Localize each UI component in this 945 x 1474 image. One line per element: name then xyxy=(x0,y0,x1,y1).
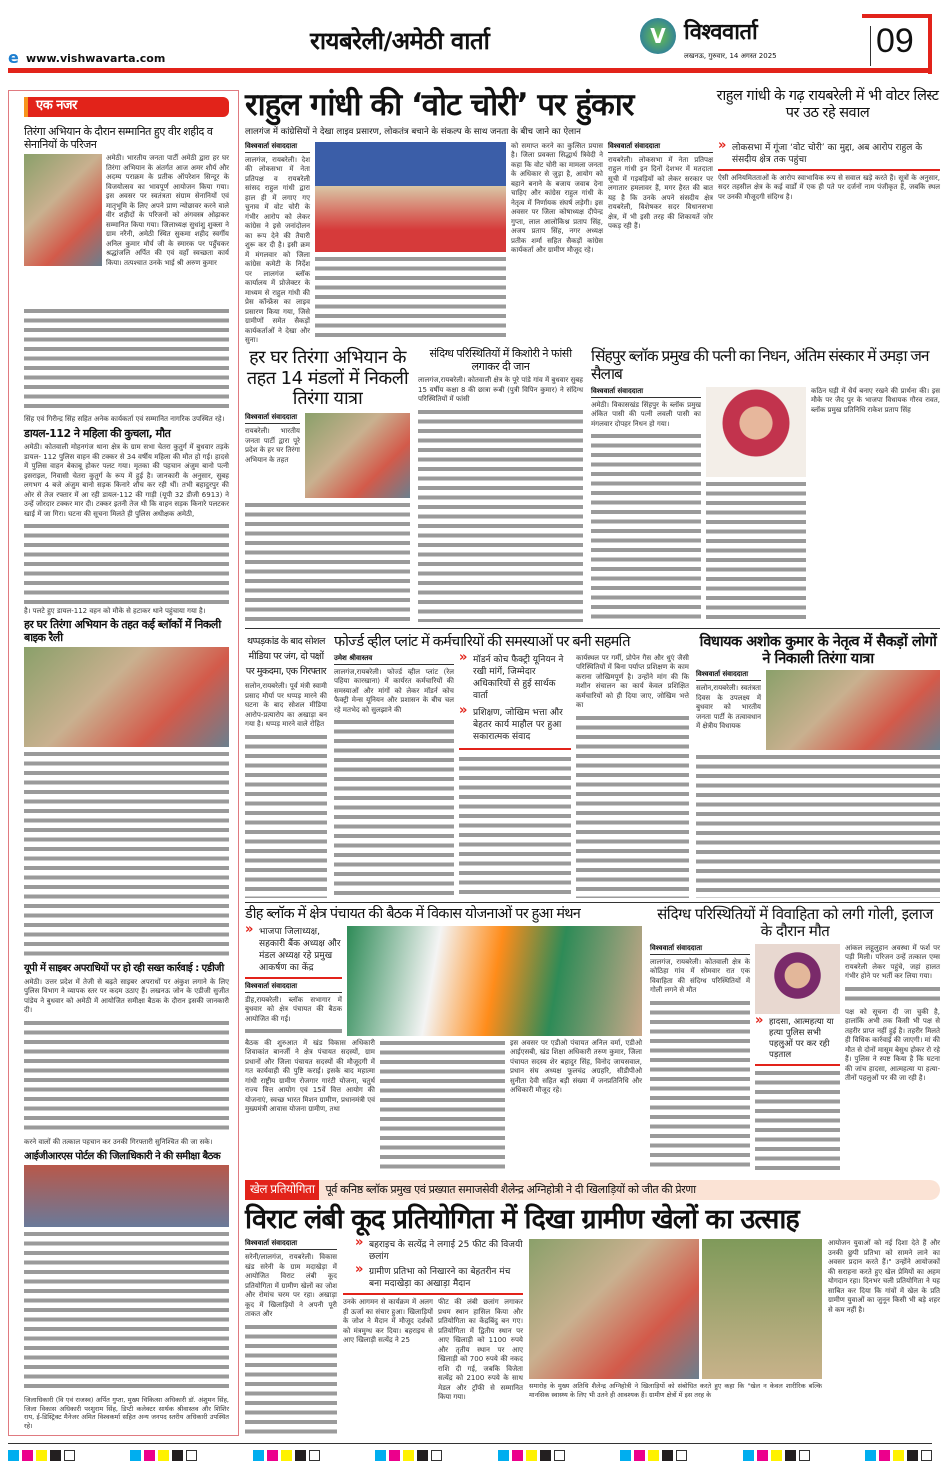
sihpur-col-1 xyxy=(591,387,701,622)
left-s1-title: तिरंगा अभियान के दौरान सम्मानित हुए वीर शहीद व सेनानियों के परिजन xyxy=(24,125,213,151)
sports-pullquote-rule xyxy=(343,1293,523,1295)
sihpur-headline: सिंहपुर ब्लॉक प्रमुख की पत्नी का निधन, अंतिम संस्कार में उमड़ा जन सैलाब xyxy=(591,347,929,383)
row4 xyxy=(245,906,940,1172)
page-number: 09 xyxy=(876,22,914,60)
sihpur-body: अमेठी। विकासखंड सिंहपुर के ब्लॉक प्रमुख अंकित पासी की पत्नी लवली पासी का मंगलवार दोपहर निधन हो गया। xyxy=(591,400,701,428)
sihpur-col-2 xyxy=(706,387,806,622)
vidhayak-story xyxy=(696,634,940,898)
tiranga-row xyxy=(245,413,410,498)
dih-text-lines xyxy=(245,1027,342,1036)
thappad-story xyxy=(245,634,327,898)
left-s1-photo xyxy=(24,154,102,266)
side-body: रायबरेली। लोकसभा में नेता प्रतिपक्ष राहुल गांधी इन दिनों देशभर में मतदाता सूची में गड़बड़ियों को लेकर सरकार पर लगातार हमलावर हैं, मगर हैरत की बात यह है कि उनके अपने संसदीय क्षेत्र रायबरेली, विशेषकर सदर विधानसभा क्षेत्र, में भी इसी तरह की शिकायतें जोर पकड़ रही हैं। xyxy=(608,155,713,231)
ford-body: लालगंज,रायबरेली। फोर्ज्ड व्हील प्लांट (रेल पहिया कारखाना) में कार्यरत कर्मचारियों की समस्याओं और मांगों को लेकर मॉडर्न कोच फैक्ट्री मेन्स यूनियन और प्रशासन के बीच चल रहे मतभेद को सुलझाने की xyxy=(334,667,454,714)
registration-mark xyxy=(8,1450,75,1461)
left-s4-body: अमेठी। उत्तर प्रदेश में तेजी से बढ़ते साइबर अपराधों पर अंकुश लगाने के लिए पुलिस विभाग ने व्यापक स्तर पर कदम उठाए हैं। लखनऊ जोन के एडीजी सुजीत पांडेय ने बुधवार को अमेठी में आयोजित समीक्षा बैठक के दौरान इसकी जानकारी दी। xyxy=(24,977,229,1015)
side-headline: राहुल गांधी के गढ़ रायबरेली में भी वोटर लिस्ट पर उठ रहे सवाल xyxy=(716,88,939,121)
vivahita-text-lines xyxy=(650,999,750,1173)
tiranga-headline: हर घर तिरंगा अभियान के तहत 14 मंडलों में निकली तिरंगा यात्रा xyxy=(246,347,409,410)
left-s2-body: अमेठी। कोतवाली मोहनगंज थाना क्षेत्र के ग्राम सभा चेतरा कुतुर्ग में बुधवार तड़के डायल- 112 पुलिस वाहन की टक्कर से 34 वर्षीय महिला की मौत हो गई। हादसे में पुलिस वाहन बेकाबू होकर पलट गया। मृतका की पहचान अंजुम बानो पत्नी इसराइल, निवासी चेतरा कुतुर्ग के रूप में हुई है। जानकारी के अनुसार, सुबह लगभग 4 बजे अंजुम बानो सड़क किनारे शौच कर रही थीं। तभी बहादुरपुर की ओर से तेज रफ्तार में आ रही डायल-112 की गाड़ी (यूपी 32 डीजी 6913) ने उन्हें जोरदार टक्कर मार दी। टक्कर इतनी तेज थी कि वाहन सड़क किनारे पलटकर खाई में जा गिरा। घटना की सूचना मिलते ही पुलिस अधीक्षक अमेठी, xyxy=(24,443,229,518)
ford-pullquote-1: » मॉडर्न कोच फैक्ट्री यूनियन ने रखी मांगें, जिम्मेदार अधिकारियों से हुई सार्थक वार्ता xyxy=(459,654,571,702)
vidhayak-body: सलोन,रायबरेली। स्वतंत्रता दिवस के उपलक्ष्य में बुधवार को भारतीय जनता पार्टी के तत्वावधान में क्षेत्रीय विधायक xyxy=(696,684,761,731)
row3-rule xyxy=(245,628,940,629)
ie-icon: e xyxy=(8,48,19,67)
left-s3-photo xyxy=(24,647,229,747)
lead-col-2 xyxy=(315,142,506,340)
left-s4-text-lines xyxy=(24,1019,229,1135)
top-band-headers xyxy=(245,88,940,138)
side-pullquote: » लोकसभा में गूंजा ‘वोट चोरी’ का मुद्दा, अब आरोप राहुल के संसदीय क्षेत्र तक पहुंचा xyxy=(718,142,940,166)
sports-row xyxy=(245,1239,940,1438)
sports-photos xyxy=(529,1239,822,1379)
kishori-story xyxy=(418,348,583,622)
ford-text-lines-2 xyxy=(459,755,571,898)
dih-body3: इस अवसर पर एडीओ पंचायत अनिल वर्मा, एडीओ आईएसबी, खंड शिक्षा अधिकारी तरुण कुमार, जिला पंचायत सदस्य शेर बहादुर सिंह, विनोद जायसवाल, प्रधान संघ अध्यक्ष फूलचंद्र अग्रहरि, सीडीपीओ सुनीता देवी सहित बड़ी संख्या में जनप्रतिनिधि और अधिकारी मौजूद रहे। xyxy=(510,1038,642,1095)
sports-body4: आयोजन युवाओं को नई दिशा देते हैं और उनकी छुपी प्रतिभा को सामने लाने का अवसर प्रदान करते हैं।" उन्होंने आयोजकों की सराहना करते हुए खेल प्रेमियों का अहम योगदान रहा। दिनभर चली प्रतियोगिता ने यह साबित कर दिया कि गांवों में खेल के प्रति ग्रामीण युवाओं का जुनून किसी भी बड़े शहर से कम नहीं है। xyxy=(828,1239,940,1314)
vivahita-byline: विश्ववार्ता संवाददाता xyxy=(650,944,750,955)
registration-mark xyxy=(253,1450,320,1461)
sihpur-byline: विश्ववार्ता संवाददाता xyxy=(591,387,701,398)
side-pullquote-rule xyxy=(718,169,940,171)
sihpur-text-lines xyxy=(591,432,701,622)
tiranga-story xyxy=(245,348,410,622)
sports-kicker: पूर्व कनिष्ठ ब्लॉक प्रमुख एवं प्रख्यात समाजसेवी शैलेन्द्र अग्निहोत्री ने दी खिलाड़ियों को जीत की प्रेरणा xyxy=(325,1183,696,1196)
top-band-columns xyxy=(245,141,940,345)
dih-body2: बैठक की शुरुआत में खंड विकास अधिकारी शिवाकांत बानर्जी ने क्षेत्र पंचायत सदस्यों, ग्राम प्रधानों और जिला पंचायत सदस्यों की मौजूदगी में गत कार्यवाही की पुष्टि कराई। इसके बाद महात्मा गांधी राष्ट्रीय ग्रामीण रोजगार गारंटी योजना, चतुर्थ राज्य वित्त आयोग एवं 15वें वित्त आयोग की योजनाएं, स्वच्छ भारत मिशन ग्रामीण, प्रधानमंत्री एवं मुख्यमंत्री आवास योजना ग्रामीण, तथा xyxy=(245,1038,375,1114)
sports-headline: विराट लंबी कूद प्रतियोगिता में दिखा ग्रामीण खेलों का उत्साह xyxy=(245,1204,799,1235)
left-s2-title: डायल-112 ने महिला की कुचला, मौत xyxy=(24,426,171,440)
dih-upper-row xyxy=(245,926,642,1036)
side-byline: विश्ववार्ता संवाददाता xyxy=(608,142,713,153)
dih-pullquote: » भाजपा जिलाध्यक्ष, सहकारी बैंक अध्यक्ष और मंडल अध्यक्ष रहे प्रमुख आकर्षण का केंद्र xyxy=(245,926,342,974)
vivahita-col-1 xyxy=(650,944,750,1173)
row2 xyxy=(245,348,940,622)
tiranga-photo xyxy=(305,413,410,498)
website-url[interactable]: www.vishwavarta.com xyxy=(26,52,166,65)
sihpur-body2: कठिन घड़ी में धैर्य बनाए रखने की प्रार्थना की। इस मौके पर जैद पुर के भाजपा विधायक गौरव रावत, ब्लॉक प्रमुख प्रतिनिधि राकेश प्रताप सिंह xyxy=(811,386,940,414)
registration-mark xyxy=(375,1450,442,1461)
footer-rule xyxy=(8,1443,932,1444)
lead-body: लालगंज, रायबरेली। देश की लोकसभा में नेता प्रतिपक्ष व रायबरेली सांसद राहुल गांधी द्वारा हाल ही में लगाए गए चुनाव में वोट चोरी के गंभीर आरोप को लेकर कांग्रेस ने इसे जनांदोलन का रूप देने की तैयारी शुरू कर दी है। इसी क्रम में मंगलवार को जिला कांग्रेस कमेटी के निर्देश पर लालगंज ब्लॉक कार्यालय में प्रोजेक्टर के माध्यम से राहुल गांधी की प्रेस कॉन्फ्रेंस का लाइव प्रसारण किया गया, जिसे ग्रामीणों समेत सैकड़ों कार्यकर्ताओं ने देखा और सुना। xyxy=(245,155,310,345)
registration-mark xyxy=(865,1450,932,1461)
sihpur-photo xyxy=(706,387,806,477)
lead-byline: विश्ववार्ता संवाददाता xyxy=(245,142,310,153)
ford-pullquote-rule xyxy=(459,748,571,750)
left-s5-photo xyxy=(24,1165,229,1227)
vivahita-body2: आंकल लहूलुहान अवस्था में फर्श पर पड़ी मिली। परिजन उन्हें तत्काल एम्स रायबरेली लेकर पहुंचे, जहां हालत गंभीर होने पर भर्ती कर लिया गया। xyxy=(845,943,940,980)
lead-headline: राहुल गांधी की ‘वोट चोरी’ पर हुंकार xyxy=(245,87,634,123)
vidhayak-photo xyxy=(766,670,940,750)
sports-section xyxy=(245,1180,940,1438)
sports-caption: समारोह के मुख्य अतिथि शैलेन्द्र अग्निहोत्री ने खिलाड़ियों को संबोधित करते हुए कहा कि "खेल न केवल शारीरिक बल्कि मानसिक स्वास्थ्य के लिए भी उतने ही आवश्यक हैं। ग्रामीण क्षेत्रों में इस तरह के xyxy=(529,1382,822,1399)
sports-text-lines xyxy=(245,1323,337,1438)
dih-story xyxy=(245,906,642,1172)
sports-body: सरेनी/लालगंज, रायबरेली। विकास खंड सरेनी के ग्राम मदाखेड़ा में आयोजित विराट लंबी कूद प्रतियोगिता में ग्रामीण खेलों का जोश और रोमांच चरम पर रहा। अखाड़ा कूद में खिलाड़ियों ने अपनी पूरी ताकत और xyxy=(245,1253,337,1319)
thappad-headline: थप्पड़कांड के बाद सोशल मीडिया पर जंग, दो पक्षों पर मुकदमा, एक गिरफ्तार xyxy=(245,636,327,677)
vivahita-body3: पक्ष को सूचना दी जा चुकी है, हालांकि अभी तक किसी भी पक्ष से तहरीर प्राप्त नहीं हुई है। तहरीर मिलते ही विधिक कार्रवाई की जाएगी। मां की मौत से दोनों मासूम बेसुध होकर रो रहे हैं। पुलिस ने स्पष्ट किया है कि घटना की जांच हादसा, आत्महत्या या हत्या- तीनों पहलुओं पर की जा रही है। xyxy=(845,1007,940,1082)
brand-logo-icon: V xyxy=(640,18,676,54)
sports-kicker-bar xyxy=(245,1180,940,1200)
sports-col-3 xyxy=(529,1239,822,1438)
sports-photo-1 xyxy=(529,1239,699,1379)
vidhayak-row xyxy=(696,670,940,750)
left-s1-body: अमेठी। भारतीय जनता पार्टी अमेठी द्वारा हर घर तिरंगा अभियान के अंतर्गत आज अमर शौर्य और अदम्य पराक्रम के प्रतीक ऑपरेशन सिन्दूर के विजयोत्सव का भावपूर्ण आयोजन किया गया। इस अवसर पर स्वतंत्रता संग्राम सेनानियों एवं मातृभूमि के लिए अपने प्राण न्योछावर करने वाले वीर शहीदों के परिजनों को अंगवस्त्र ओढ़ाकर सम्मानित किया गया। जिलाध्यक्ष सुधांशु शुक्ला ने ग्राम नरैनी, अमेठी स्थित सुकमा शहीद स्वर्गीय अनिल कुमार मौर्य जी के स्मारक पर पहुँचकर श्रद्धांजलि अर्पित की एवं वहाँ स्वच्छता कार्य किया। तत्पश्चात उनके भाई श्री अरुण कुमार xyxy=(106,154,229,267)
ford-body2: कार्यस्थल पर गर्मी, प्रोपेन गैस और धुएं जैसी परिस्थितियों में बिना पर्याप्त प्रशिक्षण के काम कराना जोखिमपूर्ण है। उन्होंने मांग की कि मशीन संचालन का कार्य केवल प्रशिक्षित कर्मचारियों को ही दिया जाए, जोखिम भत्ते का xyxy=(576,653,689,710)
ford-headline: फोर्ज्ड व्हील प्लांट में कर्मचारियों की समस्याओं पर बनी सहमति xyxy=(334,634,630,650)
tiranga-text-lines xyxy=(245,501,410,622)
ford-row xyxy=(334,654,689,898)
kishori-text-lines xyxy=(418,408,583,622)
dih-body: डीह,रायबरेली। ब्लॉक सभागार में बुधवार को क्षेत्र पंचायत की बैठक आयोजित की गई। xyxy=(245,995,342,1023)
sports-col-1 xyxy=(245,1239,337,1438)
left-s1-end: सिंह एवं गिरीन्द्र सिंह सहित अनेक कार्यकर्ता एवं सम्मानित नागरिक उपस्थित रहे। xyxy=(24,415,225,424)
vidhayak-byline: विश्ववार्ता संवाददाता xyxy=(696,670,761,681)
vivahita-col-2 xyxy=(755,944,840,1173)
ford-byline: उमेश श्रीवास्तव xyxy=(334,654,454,665)
lead-subhead: लालगंज में कांग्रेसियों ने देखा लाइव प्रसारण, लोकतंत्र बचाने के संकल्प के साथ जनता के बीच जाने का ऐलान xyxy=(245,126,581,137)
registration-mark xyxy=(743,1450,810,1461)
dih-headline: डीह ब्लॉक में क्षेत्र पंचायत की बैठक में विकास योजनाओं पर हुआ मंथन xyxy=(245,906,580,922)
vivahita-photo xyxy=(755,944,840,1014)
brand-name: विश्ववार्ता xyxy=(684,20,758,45)
lead-text-lines xyxy=(315,255,506,340)
dih-photo xyxy=(347,926,642,1036)
registration-mark xyxy=(620,1450,687,1461)
vivahita-row xyxy=(650,944,940,1173)
tiranga-byline: विश्ववार्ता संवाददाता xyxy=(245,413,300,424)
vivahita-pullquote: » हादसा, आत्महत्या या हत्या पुलिस सभी पहलुओं पर कर रही पड़ताल xyxy=(755,1017,840,1061)
page-divider xyxy=(870,26,871,66)
sports-body3: उनके आगमन से कार्यक्रम में अलग ही ऊर्जा का संचार हुआ। खिलाड़ियों के जोश ने मैदान में मौजूद दर्शकों को मंत्रमुग्ध कर दिया। बहराइच से आए खिलाड़ी सत्येंद्र ने 25 xyxy=(343,1298,433,1345)
dih-pullquote-rule xyxy=(245,977,342,979)
vivahita-col-3 xyxy=(845,944,940,1173)
lead-photo xyxy=(315,142,506,252)
sihpur-story xyxy=(591,348,940,622)
ford-story xyxy=(334,634,689,898)
sports-pullquote-1: » बहराइच के सत्येंद्र ने लगाई 25 फीट की विजयी छलांग xyxy=(355,1239,523,1263)
dateline: लखनऊ, गुरुवार, 14 अगस्त 2025 xyxy=(684,52,777,60)
sports-label: खेल प्रतियोगिता xyxy=(245,1180,319,1200)
vivahita-text-lines-3 xyxy=(845,985,940,1005)
lead-col-1 xyxy=(245,141,310,345)
left-s3-text-lines xyxy=(24,750,229,960)
vidhayak-text-lines xyxy=(696,753,940,898)
vidhayak-headline: विधायक अशोक कुमार के नेतृत्व में सैकड़ों लोगों ने निकाली तिरंगा यात्रा xyxy=(699,634,937,667)
left-s2-end: है। पलटे हुए डायल-112 वहन को मौके से हटाकर थाने पहुंचाया गया है। xyxy=(24,606,206,615)
lead-header xyxy=(245,88,707,138)
ford-text-lines xyxy=(334,718,454,898)
sports-photo-2 xyxy=(702,1239,822,1379)
left-s2-text-lines xyxy=(24,522,229,604)
vivahita-text-lines-2 xyxy=(755,1069,840,1173)
sihpur-text-lines-2 xyxy=(706,480,806,622)
section-title: रायबरेली/अमेठी वार्ता xyxy=(310,27,490,55)
registration-mark xyxy=(498,1450,565,1461)
left-s5-title: आईजीआरएस पोर्टल की जिलाधिकारी ने की समीक्षा बैठक xyxy=(24,1150,221,1162)
tiranga-col xyxy=(245,413,300,498)
vivahita-body: लालगंज, रायबरेली। कोतवाली क्षेत्र के कोठिहा गांव में सोमवार रात एक विवाहिता की संदिग्ध परिस्थितियों में गोली लगने से मौत xyxy=(650,957,750,994)
top-band xyxy=(245,87,940,345)
ford-text-lines-3 xyxy=(576,714,689,898)
left-s1-row xyxy=(24,154,229,304)
left-s4-title: यूपी में साइबर अपराधियों पर हो रही सख्त कार्रवाई : एडीजी xyxy=(24,963,224,975)
ek-nazar-label: एक नजर xyxy=(24,97,229,117)
sports-col-2-body xyxy=(343,1298,523,1438)
left-s1-text-lines xyxy=(24,307,229,412)
ford-col-1 xyxy=(334,654,454,898)
ford-pullquote-2: » प्रशिक्षण, जोखिम भत्ता और बेहतर कार्य माहौल पर हुआ सकारात्मक संवाद xyxy=(459,707,571,743)
side-body2: ऐसी अनियमितताओं के आरोप स्वाभाविक रूप से सवाल खड़े करते हैं। सूत्रों के अनुसार, सदर तहसील क्षेत्र के कई वार्डों में एक ही पते पर दर्जनों नाम पंजीकृत हैं, जबकि स्थल पर उनकी मौजूदगी संदिग्ध है। xyxy=(718,173,940,201)
sports-pullquote-2: » ग्रामीण प्रतिभा को निखारने का बेहतरीन मंच बना मदाखेड़ा का अखाड़ा मैदान xyxy=(355,1266,523,1290)
left-s3-title: हर घर तिरंगा अभियान के तहत कई ब्लॉकों में निकली बाइक रैली xyxy=(24,618,221,644)
side-col-1 xyxy=(608,142,713,340)
tiranga-body: रायबरेली। भारतीय जनता पार्टी द्वारा पूरे प्रदेश के हर घर तिरंगा अभियान के तहत xyxy=(245,427,300,464)
sports-byline: विश्ववार्ता संवाददाता xyxy=(245,1239,337,1250)
left-s4-end: करने वालों की तत्काल पहचान कर उनकी गिरफ्तारी सुनिश्चित की जा सके। xyxy=(24,1138,213,1146)
thappad-text-lines xyxy=(245,733,327,899)
sports-body2: फीट की लंबी छलांग लगाकर प्रथम स्थान हासिल किया और प्रतियोगिता का केंद्रबिंदु बन गए। प्रतियोगिता में द्वितीय स्थान पर आए खिलाड़ी को 1100 रुपये और तृतीय स्थान पर आए खिलाड़ी को 700 रुपये की नकद राशि दी गई, जबकि विजेता सत्येंद्र को 2100 रुपये के साथ मेडल और ट्रॉफी से सम्मानित किया गया। xyxy=(438,1298,523,1402)
ford-col-3 xyxy=(576,654,689,898)
side-col-2 xyxy=(718,142,940,340)
dih-byline: विश्ववार्ता संवाददाता xyxy=(245,982,342,993)
vivahita-headline: संदिग्ध परिस्थितियों में विवाहिता को लगी गोली, इलाज के दौरान मौत xyxy=(657,905,933,941)
lead-body2: को समाप्त करने का कुत्सित प्रयास है। जिला प्रवक्ता सिद्धार्थ त्रिवेदी ने कहा कि वोट चोरी का मामला जनता के अधिकार से जुड़ा है, आयोग को बहाने बनाने के बजाय जवाब देना चाहिए और कांग्रेस राहुल गांधी के नेतृत्व में निर्णायक संघर्ष लड़ेगी। इस अवसर पर जिला कोषाध्यक्ष दीपेन्द्र गुप्ता, लाल आलोकिश्न प्रताप सिंह, अजय प्रताप सिंह, नगर अध्यक्ष प्रतीक शर्मा सहित सैकड़ों कांग्रेस कार्यकर्ता और ग्रामीण मौजूद रहे। xyxy=(511,141,603,255)
vidhayak-col xyxy=(696,670,761,750)
row3 xyxy=(245,634,940,898)
registration-mark xyxy=(130,1450,197,1461)
vivahita-story xyxy=(650,906,940,1172)
kishori-headline: संदिग्ध परिस्थितियों में किशोरी ने फांसी लगाकर दी जान xyxy=(429,347,572,373)
left-column xyxy=(24,97,229,1430)
sihpur-row xyxy=(591,387,940,622)
dih-text-lines-2 xyxy=(380,1039,505,1172)
left-s5-text-lines xyxy=(24,1230,229,1393)
dih-lower-row xyxy=(245,1039,642,1172)
dih-col-1 xyxy=(245,926,342,1036)
vivahita-pullquote-rule xyxy=(755,1064,840,1066)
sports-col-2 xyxy=(343,1239,523,1438)
thappad-body: सलोन,रायबरेली। पूर्व मंत्री स्वामी प्रसाद मौर्या पर थप्पड़ मारने की घटना के बाद सोशल मीडिया आरोप-प्रत्यारोप का अखाड़ा बन गया है। थप्पड़ मारने वाले रोहित xyxy=(245,682,327,728)
header-rule xyxy=(8,68,932,73)
row4-rule xyxy=(245,902,940,903)
kishori-body: लालगंज,रायबरेली। कोतवाली क्षेत्र के पूरे पांडे गांव में बुधवार सुबह 15 वर्षीय कक्षा 8 की छात्रा रूबी (पुत्री विपिन कुमार) ने संदिग्ध परिस्थितियों में फांसी xyxy=(418,376,583,404)
left-s5-end: जिलाधिकारी (वि एवं राजस्व) अर्पित गुप्ता, मुख्य चिकित्सा अधिकारी डॉ. अंशुमन सिंह, जिला विकास अधिकारी परशुराम सिंह, डिप्टी कलेक्टर सार्थक श्रीवास्तव और शिशिर राय, ई-डिस्ट्रिक्ट मैनेजर अमित विश्वकर्मा सहित अन्य जनपद स्तरीय अधिकारी उपस्थित रहे। xyxy=(24,1396,229,1430)
color-registration-strip xyxy=(8,1450,932,1461)
ford-col-2 xyxy=(459,654,571,898)
